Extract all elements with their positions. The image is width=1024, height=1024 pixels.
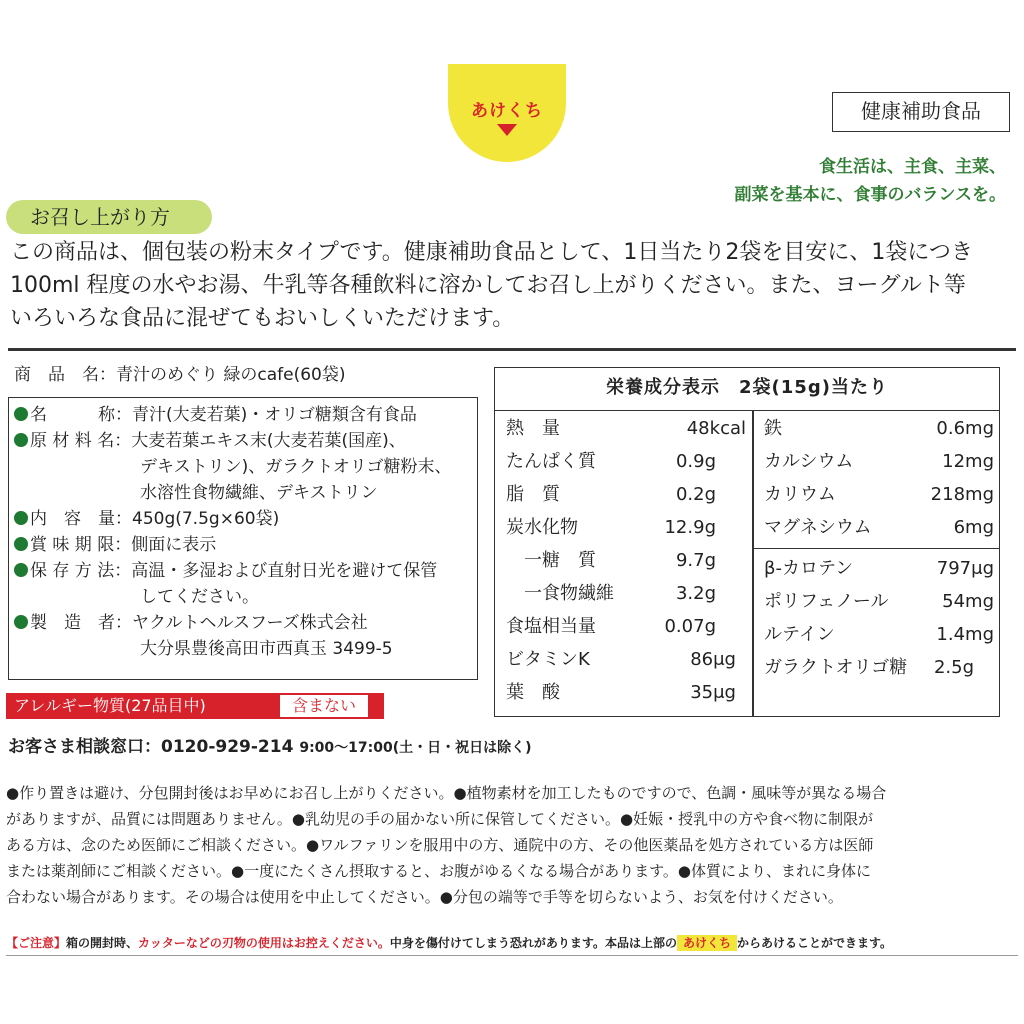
nutrition-row (506, 643, 746, 676)
down-arrow-icon (497, 124, 517, 136)
spec-maker-value-2: 大分県豊後高田市西真玉 3499-5 (140, 639, 393, 659)
nutrient-name: カルシウム (764, 451, 854, 472)
caution-text-5: からあけることができます。 (736, 936, 893, 950)
nutrition-row (764, 651, 994, 684)
nutrient-name: 食塩相当量 (506, 616, 596, 637)
nutrition-row (506, 445, 746, 478)
nutrition-row (506, 676, 746, 709)
note-line-5: 合わない場合があります。その場合は使用を中止してください。●分包の端等で手等を切らないよう、お気を付けください。 (6, 888, 843, 906)
nutrition-left-column (506, 412, 746, 709)
nutrient-name: ビタミンK (506, 649, 590, 670)
nutrient-value: 0.6mg (936, 418, 994, 439)
product-name-row (14, 362, 346, 388)
allergy-label: アレルギー物質(27品目中) (14, 696, 206, 715)
how-to-badge: お召し上がり方 (6, 200, 212, 234)
nutrient-name: たんぱく質 (506, 451, 596, 472)
bullet-icon (14, 511, 28, 525)
slogan-line-2: 副菜を基本に、食事のバランスを。 (734, 185, 1006, 205)
nutrient-name: ルテイン (764, 624, 835, 645)
nutrient-name: ポリフェノール (764, 591, 889, 612)
how-to-line-3: いろいろな食品に混ぜてもおいしくいただけます。 (10, 306, 515, 331)
how-to-line-1: この商品は、個包装の粉末タイプです。健康補助食品として、1日当たり2袋を目安に、1袋につき (10, 240, 973, 265)
nutrient-value: 12mg (942, 451, 994, 472)
nutrient-value: 6mg (953, 517, 994, 538)
spec-ingredients-label: 原 材 料 名： (30, 431, 132, 451)
spec-storage-value-2: してください。 (140, 587, 259, 607)
spec-name-value: 青汁(大麦若葉)・オリゴ糖類含有食品 (132, 405, 417, 425)
nutrition-row (764, 511, 994, 544)
nutrition-right-column (764, 412, 994, 684)
nutrient-name: マグネシウム (764, 517, 872, 538)
product-name-value: 青汁のめぐり 緑のcafe(60袋) (116, 365, 346, 385)
bullet-icon (14, 563, 28, 577)
nutrition-row (764, 445, 994, 478)
nutrient-value: 1.4mg (936, 624, 994, 645)
nutrient-value: 35μg (690, 682, 736, 703)
bottom-divider (6, 955, 1018, 956)
nutrition-row (506, 511, 746, 544)
nutrient-value: 3.2g (675, 583, 716, 604)
bullet-icon (14, 407, 28, 421)
spec-maker-value-1: ヤクルトヘルスフーズ株式会社 (132, 613, 368, 633)
nutrition-title: 栄養成分表示 2袋(15g)当たり (494, 367, 1000, 411)
nutrient-value: 12.9g (664, 517, 716, 538)
nutrition-row (506, 577, 746, 610)
nutrient-value: 9.7g (675, 550, 716, 571)
caution-text-1: 箱の開封時、 (66, 936, 139, 950)
nutrient-value: 54mg (942, 591, 994, 612)
caution-text-2: カッターなどの刃物の使用はお控えください。 (138, 936, 390, 950)
nutrient-value: 86μg (690, 649, 736, 670)
opener-label: あけくち (471, 101, 543, 121)
spec-ingredients-value-2: デキストリン)、ガラクトオリゴ糖粉末、 (140, 457, 452, 477)
nutrient-value: 218mg (930, 484, 994, 505)
nutrition-row (764, 552, 994, 585)
caution-heading: 【ご注意】 (6, 936, 67, 950)
nutrient-name: 脂 質 (506, 484, 560, 505)
nutrition-row (506, 478, 746, 511)
nutrition-row (506, 544, 746, 577)
section-divider (8, 348, 1016, 351)
nutrient-name: 一糖 質 (524, 550, 596, 571)
spec-maker-label: 製 造 者： (30, 613, 132, 633)
nutrient-name: ガラクトオリゴ糖 (764, 657, 908, 678)
nutrient-value: 0.07g (664, 616, 716, 637)
spec-name-label: 名 称： (30, 405, 132, 425)
nutrient-name: 炭水化物 (506, 517, 578, 538)
nutrient-value: 797μg (936, 558, 994, 579)
caution-opener-tag: あけくち (677, 935, 737, 951)
allergy-value: 含まない (280, 695, 368, 717)
spec-storage-label: 保 存 方 法： (30, 561, 132, 581)
support-phone: お客さま相談窓口：0120-929-214 (8, 737, 294, 757)
spec-list (14, 402, 451, 662)
how-to-text (10, 236, 1020, 335)
note-line-1: ●作り置きは避け、分包開封後はお早めにお召し上がりください。●植物素材を加工したものですので、色調・風味等が異なる場合 (6, 784, 887, 802)
nutrition-row (764, 478, 994, 511)
spec-expiry-label: 賞 味 期 限： (30, 535, 132, 555)
nutrient-value: 0.9g (675, 451, 716, 472)
nutrient-value: 48kcal (686, 418, 746, 439)
bullet-icon (14, 615, 28, 629)
product-name-label: 商 品 名： (14, 365, 116, 385)
note-line-2: がありますが、品質には問題ありません。●乳幼児の手の届かない所に保管してください。●妊娠・授乳中の方や食べ物に制限が (6, 810, 874, 828)
category-label: 健康補助食品 (832, 92, 1010, 132)
nutrient-name: 葉 酸 (506, 682, 560, 703)
customer-support (8, 732, 532, 757)
spec-volume-value: 450g(7.5g×60袋) (132, 509, 280, 529)
nutrition-row (764, 585, 994, 618)
nutrition-row (764, 412, 994, 445)
slogan-line-1: 食生活は、主食、主菜、 (819, 157, 1006, 177)
opener-tab[interactable] (448, 64, 566, 162)
nutrient-value: 2.5g (933, 657, 974, 678)
bullet-icon (14, 433, 28, 447)
usage-notes (6, 780, 1022, 910)
nutrient-name: β-カロテン (764, 558, 854, 579)
note-line-3: ある方は、念のため医師にご相談ください。●ワルファリンを服用中の方、通院中の方、その他医薬品を処方されている方は医師 (6, 836, 874, 854)
allergy-banner (6, 693, 384, 719)
caution-note (6, 934, 892, 951)
spec-expiry-value: 側面に表示 (131, 535, 217, 555)
nutrient-name: カリウム (764, 484, 836, 505)
spec-storage-value-1: 高温・多湿および直射日光を避けて保管 (131, 561, 438, 581)
caution-text-3: 中身を傷付けてしまう恐れがあります。本品は上部の (389, 936, 677, 950)
nutrient-name: 一食物繊維 (524, 583, 614, 604)
nutrient-value: 0.2g (675, 484, 716, 505)
nutrient-name: 鉄 (764, 418, 782, 439)
how-to-line-2: 100ml 程度の水やお湯、牛乳等各種飲料に溶かしてお召し上がりください。また、ヨーグルト等 (10, 273, 966, 298)
nutrition-row (764, 618, 994, 651)
nutrition-column-divider (752, 410, 754, 716)
spec-ingredients-value-1: 大麦若葉エキス末(大麦若葉(国産)、 (131, 431, 406, 451)
spec-volume-label: 内 容 量： (30, 509, 132, 529)
spec-ingredients-value-3: 水溶性食物繊維、デキストリン (140, 483, 378, 503)
nutrition-row (506, 412, 746, 445)
nutrition-row (506, 610, 746, 643)
bullet-icon (14, 537, 28, 551)
nutrient-name: 熱 量 (506, 418, 560, 439)
note-line-4: または薬剤師にご相談ください。●一度にたくさん摂取すると、お腹がゆるくなる場合があります。●体質により、まれに身体に (6, 862, 871, 880)
support-hours: 9:00〜17:00(土・日・祝日は除く) (299, 740, 532, 756)
